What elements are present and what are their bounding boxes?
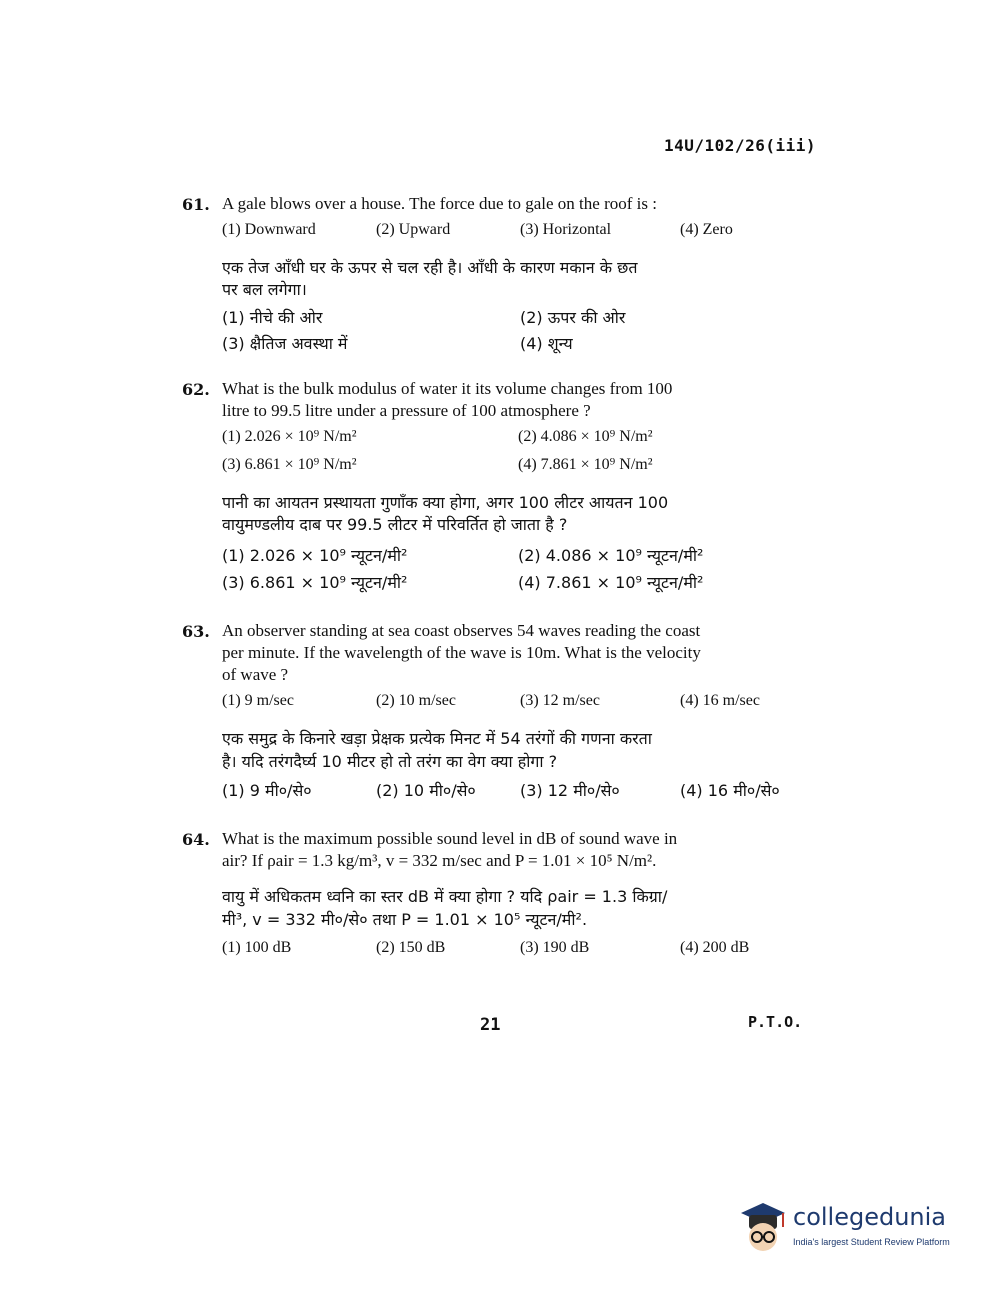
option-4-hi: (4) 16 मी०/से० — [680, 781, 780, 800]
option-1-en: (1) Downward — [222, 221, 316, 238]
question-number: 61. — [182, 195, 210, 214]
question-text-en-1: What is the bulk modulus of water it its volume changes from 100 — [222, 379, 673, 398]
question-text-en-3: of wave ? — [222, 665, 289, 684]
option-1-hi: (1) 9 मी०/से० — [222, 781, 312, 800]
question-text-hi-1: एक समुद्र के किनारे खड़ा प्रेक्षक प्रत्येक मिनट में 54 तरंगों की गणना करता — [222, 729, 652, 748]
option-4-en: (4) Zero — [680, 221, 733, 238]
logo-tagline: India's largest Student Review Platform — [793, 1237, 950, 1247]
question-text-en: A gale blows over a house. The force due to gale on the roof is : — [222, 194, 657, 213]
paper-code: 14U/102/26(iii) — [664, 136, 816, 155]
option-2-hi: (2) 4.086 × 10⁹ न्यूटन/मी² — [518, 546, 704, 565]
question-text-hi-1: वायु में अधिकतम ध्वनि का स्तर dB में क्या होगा ? यदि ρair = 1.3 किग्रा/ — [222, 887, 668, 906]
option-4-hi: (4) 7.861 × 10⁹ न्यूटन/मी² — [518, 573, 704, 592]
option-3-en: (3) Horizontal — [520, 221, 612, 238]
option-1: (1) 100 dB — [222, 939, 292, 956]
option-3-en: (3) 12 m/sec — [520, 692, 600, 709]
option-3-en: (3) 6.861 × 10⁹ N/m² — [222, 456, 357, 473]
option-1-hi: (1) नीचे की ओर — [222, 308, 323, 327]
option-4-hi: (4) शून्य — [520, 334, 573, 353]
option-2-en: (2) 4.086 × 10⁹ N/m² — [518, 428, 653, 445]
option-1-hi: (1) 2.026 × 10⁹ न्यूटन/मी² — [222, 546, 408, 565]
option-3-hi: (3) 6.861 × 10⁹ न्यूटन/मी² — [222, 573, 408, 592]
question-text-hi-1: एक तेज आँधी घर के ऊपर से चल रही है। आँधी के कारण मकान के छत — [222, 258, 638, 277]
collegedunia-logo — [735, 1195, 965, 1260]
option-2-en: (2) 10 m/sec — [376, 692, 456, 709]
option-2-hi: (2) 10 मी०/से० — [376, 781, 476, 800]
logo-name: collegedunia — [793, 1203, 947, 1231]
question-number: 64. — [182, 830, 210, 849]
question-text-en-2: air? If ρair = 1.3 kg/m³, v = 332 m/sec and P = 1.01 × 10⁵ N/m². — [222, 851, 657, 870]
option-2-en: (2) Upward — [376, 221, 451, 238]
page-number: 21 — [480, 1015, 501, 1035]
question-number: 63. — [182, 622, 210, 641]
option-3-hi: (3) क्षैतिज अवस्था में — [222, 334, 348, 353]
option-4: (4) 200 dB — [680, 939, 750, 956]
question-text-hi-2: पर बल लगेगा। — [222, 280, 307, 299]
option-4-en: (4) 16 m/sec — [680, 692, 760, 709]
question-text-en-2: per minute. If the wavelength of the wave is 10m. What is the velocity — [222, 643, 701, 662]
option-3: (3) 190 dB — [520, 939, 590, 956]
pto-marker: P.T.O. — [748, 1013, 803, 1031]
question-text-en-2: litre to 99.5 litre under a pressure of 100 atmosphere ? — [222, 401, 591, 420]
option-3-hi: (3) 12 मी०/से० — [520, 781, 620, 800]
question-text-hi-1: पानी का आयतन प्रस्थायता गुणाँक क्या होगा, अगर 100 लीटर आयतन 100 — [222, 493, 669, 512]
option-1-en: (1) 2.026 × 10⁹ N/m² — [222, 428, 357, 445]
question-text-hi-2: मी³, v = 332 मी०/से० तथा P = 1.01 × 10⁵ न्यूटन/मी². — [222, 910, 588, 929]
question-text-en-1: What is the maximum possible sound level in dB of sound wave in — [222, 829, 678, 848]
option-2: (2) 150 dB — [376, 939, 446, 956]
question-text-en-1: An observer standing at sea coast observes 54 waves reading the coast — [222, 621, 701, 640]
mascot-icon — [735, 1195, 791, 1255]
question-number: 62. — [182, 380, 210, 399]
question-text-hi-2: है। यदि तरंगदैर्घ्य 10 मीटर हो तो तरंग का वेग क्या होगा ? — [222, 752, 558, 771]
question-text-hi-2: वायुमण्डलीय दाब पर 99.5 लीटर में परिवर्तित हो जाता है ? — [222, 515, 568, 534]
option-2-hi: (2) ऊपर की ओर — [520, 308, 626, 327]
option-4-en: (4) 7.861 × 10⁹ N/m² — [518, 456, 653, 473]
option-1-en: (1) 9 m/sec — [222, 692, 294, 709]
